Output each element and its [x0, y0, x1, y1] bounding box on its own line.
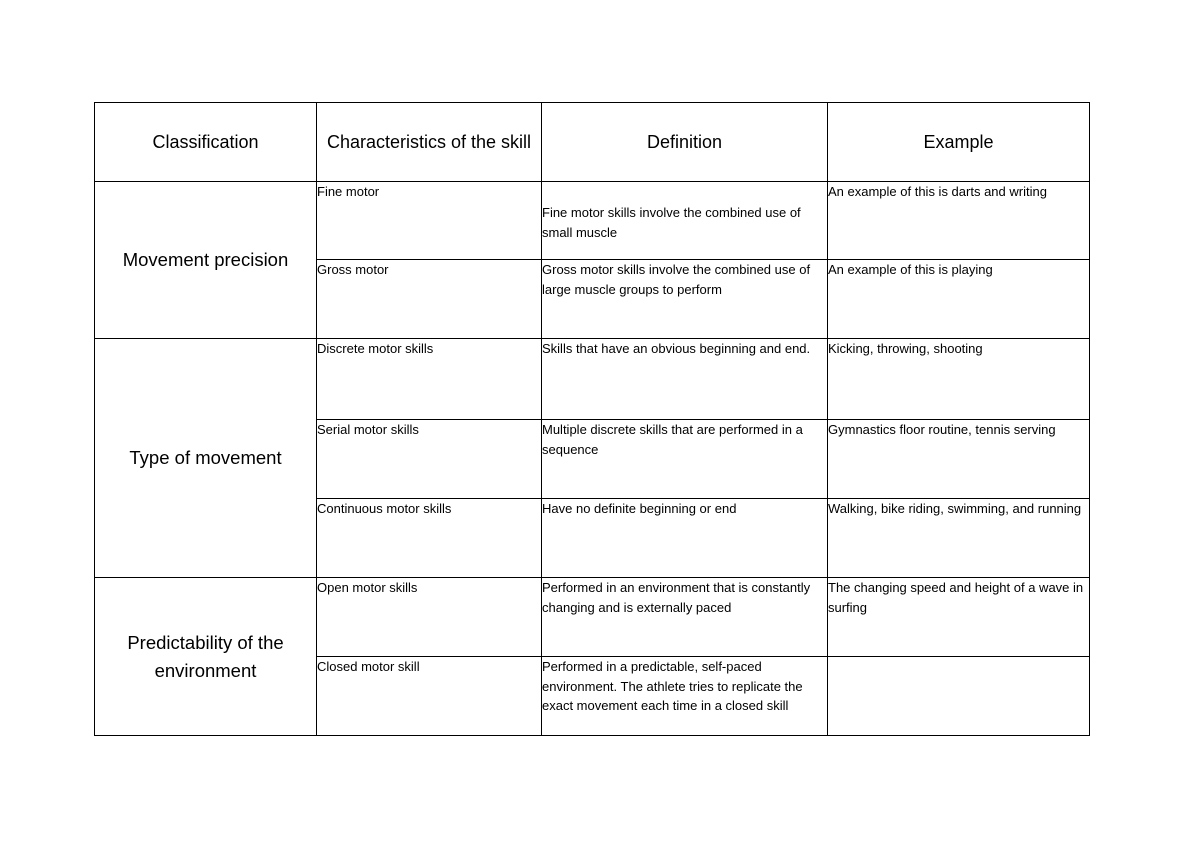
characteristic-cell: Gross motor: [317, 260, 542, 339]
skills-classification-table: [94, 102, 1090, 736]
classification-cell: Predictability of the environment: [95, 578, 317, 736]
example-cell: An example of this is playing: [828, 260, 1090, 339]
definition-cell: Multiple discrete skills that are performed in a sequence: [542, 420, 828, 499]
table-row: [95, 578, 1090, 657]
header-row: [95, 103, 1090, 182]
definition-cell: Performed in an environment that is constantly changing and is externally paced: [542, 578, 828, 657]
definition-cell: Fine motor skills involve the combined use of small muscle: [542, 182, 828, 260]
definition-cell: Gross motor skills involve the combined use of large muscle groups to perform: [542, 260, 828, 339]
example-cell: [828, 657, 1090, 736]
table-row: [95, 339, 1090, 420]
characteristic-cell: Serial motor skills: [317, 420, 542, 499]
characteristic-cell: Continuous motor skills: [317, 499, 542, 578]
header-characteristics: Characteristics of the skill: [317, 103, 542, 182]
example-cell: The changing speed and height of a wave in surfing: [828, 578, 1090, 657]
characteristic-cell: Closed motor skill: [317, 657, 542, 736]
classification-cell: Type of movement: [95, 339, 317, 578]
header-classification: Classification: [95, 103, 317, 182]
characteristic-cell: Fine motor: [317, 182, 542, 260]
classification-cell: Movement precision: [95, 182, 317, 339]
example-cell: Walking, bike riding, swimming, and running: [828, 499, 1090, 578]
header-definition: Definition: [542, 103, 828, 182]
example-cell: Gymnastics floor routine, tennis serving: [828, 420, 1090, 499]
table-row: [95, 182, 1090, 260]
characteristic-cell: Discrete motor skills: [317, 339, 542, 420]
example-cell: An example of this is darts and writing: [828, 182, 1090, 260]
definition-cell: Skills that have an obvious beginning and end.: [542, 339, 828, 420]
example-cell: Kicking, throwing, shooting: [828, 339, 1090, 420]
header-example: Example: [828, 103, 1090, 182]
definition-cell: Performed in a predictable, self-paced environment. The athlete tries to replicate the exact movement each time in a closed skill: [542, 657, 828, 736]
definition-cell: Have no definite beginning or end: [542, 499, 828, 578]
characteristic-cell: Open motor skills: [317, 578, 542, 657]
